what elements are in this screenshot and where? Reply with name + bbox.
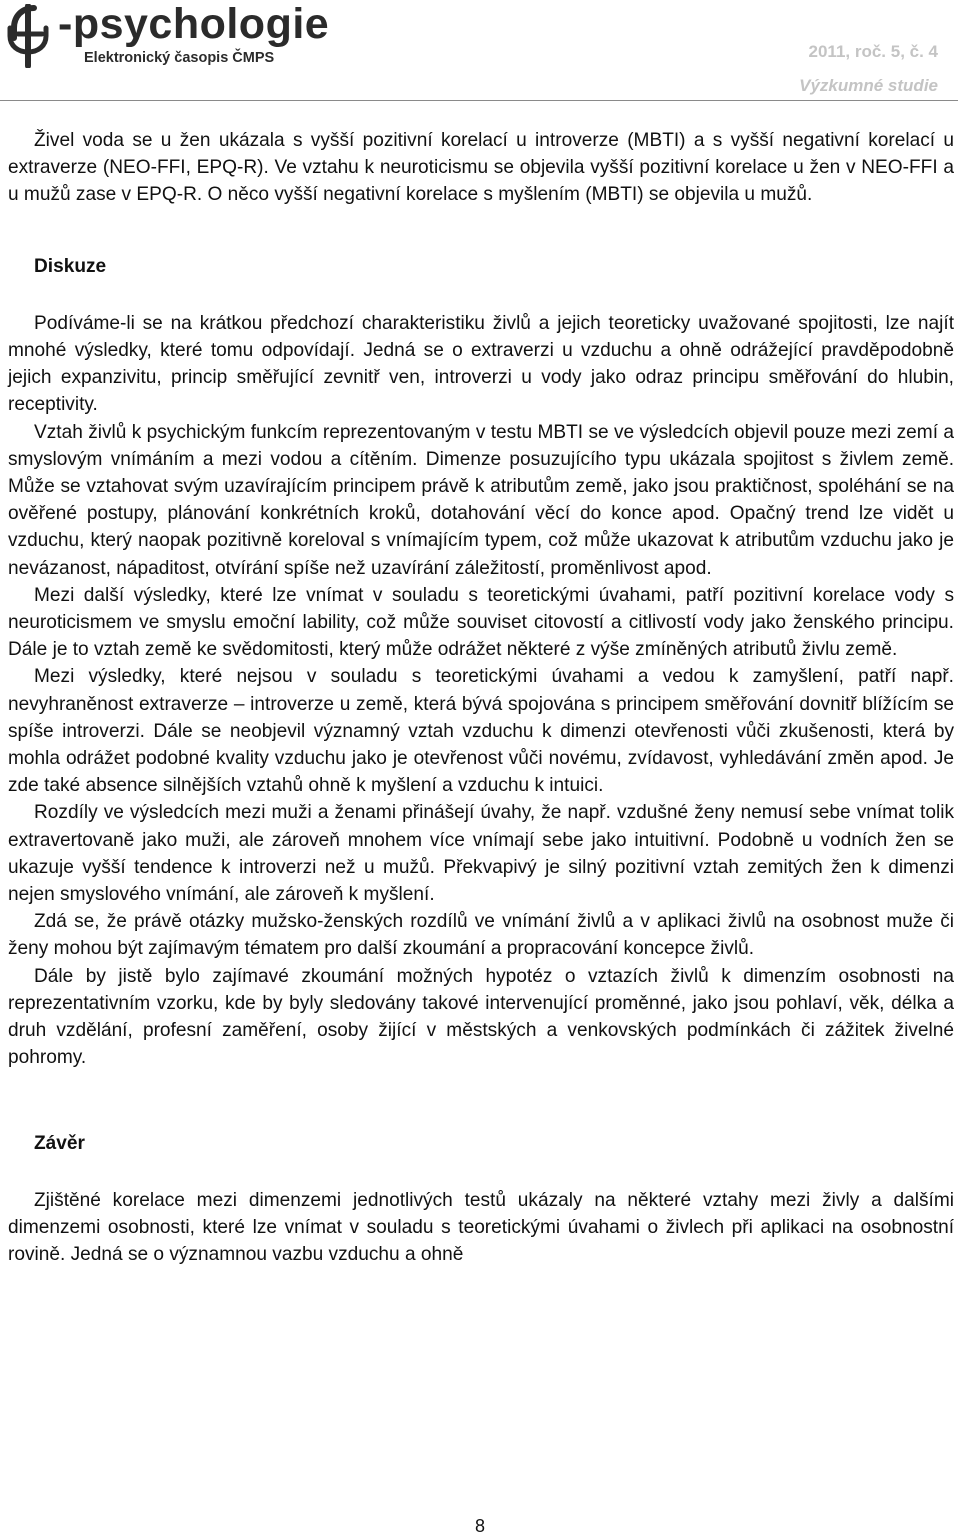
paragraph: Zjištěné korelace mezi dimenzemi jednotlivých testů ukázaly na některé vztahy mezi živly a dalšími dimenzemi osobnosti, které lze vnímat v souladu s teoretickými úvahami o živlech při aplikaci na osobnostní rovině. Jedná se o významnou vazbu vzduchu a ohně	[8, 1189, 954, 1266]
page-number: 8	[474, 1516, 485, 1536]
paragraph: Zdá se, že právě otázky mužsko-ženských rozdílů ve vnímání živlů a v aplikaci živlů na osobnost muže či ženy mohou být zajímavým tématem pro další zkoumání a propracování koncepce živlů.	[8, 911, 954, 960]
paragraph: Mezi další výsledky, které lze vnímat v souladu s teoretickými úvahami, patří pozitivní korelace vody s neuroticismem ve smyslu emoční lability, což může souviset citovostí a citlivostí vody jako ženského principu. Dále je to vztah země ke svědomitosti, který může odrážet některé z výše zmíněných atributů živlu země.	[8, 584, 954, 661]
paragraph: Podíváme-li se na krátkou předchozí charakteristiku živlů a jejich teoreticky uvažované spojitosti, lze najít mnohé výsledky, které tomu odpovídají. Jedná se o extraverzi u vzduchu a ohně odrážející pravděpodobně jejich expanzivitu, princip směřující zevnitř ven, introverzi u vody jako odraz principu směřování do hlubin, receptivity.	[8, 312, 954, 416]
section-heading-conclusion: Závěr	[34, 1132, 85, 1154]
spacer	[8, 280, 954, 310]
header-divider	[0, 100, 958, 101]
psi-e-logo-icon	[6, 4, 60, 68]
paragraph: Rozdíly ve výsledcích mezi muži a ženami přinášejí úvahy, že např. vzdušné ženy nemusí sebe vnímat tolik extravertovaně jako muži, ale zároveň mnohem více vnímají sebe jako intuitivní. Podobně u vodních žen se ukazuje vyšší tendence k introverzi než u mužů. Překvapivý je silný pozitivní vztah zemitých žen k dimenzi nejen smyslového vnímání, ale zároveň k myšlení.	[8, 802, 954, 906]
paragraph: Dále by jistě bylo zajímavé zkoumání možných hypotéz o vztazích živlů k dimenzím osobnosti na reprezentativním vzorku, kde by byly sledovány takové intervenující proměnné, jako jsou pohlaví, věk, délka a druh vzdělání, profesní zaměření, osoby žijící v městských a venkovských podmínkách či zážitek živelné pohromy.	[8, 965, 954, 1069]
section-heading-discussion: Diskuze	[34, 255, 107, 277]
paragraph: Živel voda se u žen ukázala s vyšší pozitivní korelací u introverze (MBTI) a s vyšší negativní korelací u extraverze (NEO-FFI, EPQ-R). Ve vztahu k neuroticismu se objevila vyšší pozitivní korelace u žen v NEO-FFI a u mužů zase v EPQ-R. O něco vyšší negativní korelace s myšlením (MBTI) se objevila u mužů.	[8, 130, 954, 206]
journal-logo	[6, 0, 366, 74]
journal-title: -psychologie	[58, 0, 330, 48]
article-body	[8, 127, 954, 1268]
spacer	[8, 209, 954, 253]
section-label: Výzkumné studie	[799, 76, 938, 95]
page-header	[0, 0, 960, 104]
issue-info: 2011, roč. 5, č. 4	[808, 42, 938, 61]
spacer	[8, 1157, 954, 1187]
paragraph: Vztah živlů k psychickým funkcím reprezentovaným v testu MBTI se ve výsledcích objevil pouze mezi zemí a smyslovým vnímáním a mezi vodou a cítěním. Dimenze posuzujícího typu ukázala spojitost s živlem země. Může se vztahovat svým uzavírajícím principem právě k atributům země, jako jsou praktičnost, spoléhání se na ověřené postupy, plánování konkrétních kroků, dotahování věcí do konce apod. Opačný trend lze vidět u vzduchu, který naopak pozitivně koreloval s vnímajícím typem, což může ukazovat k atributům vzduchu jako je nevázanost, nápaditost, otvírání spíše než uzavírání záležitostí, proměnlivost apod.	[8, 421, 954, 579]
paragraph: Mezi výsledky, které nejsou v souladu s teoretickými úvahami a vedou k zamyšlení, patří např. nevyhraněnost extraverze – introverze u země, která bývá spojována s principem směřování dovnitř blížícím se spíše introverzi. Dále se neobjevil významný vztah vzduchu k dimenzi otevřenosti vůči zkušenosti, která by mohla odrážet podobné kvality vzduchu jako je otevřenost vůči novému, zvídavost, vyhledávání změn apod. Je zde také absence silnějších vztahů ohně k myšlení a vzduchu k intuici.	[8, 666, 954, 797]
spacer	[8, 1072, 954, 1130]
journal-subtitle: Elektronický časopis ČMPS	[84, 50, 275, 66]
